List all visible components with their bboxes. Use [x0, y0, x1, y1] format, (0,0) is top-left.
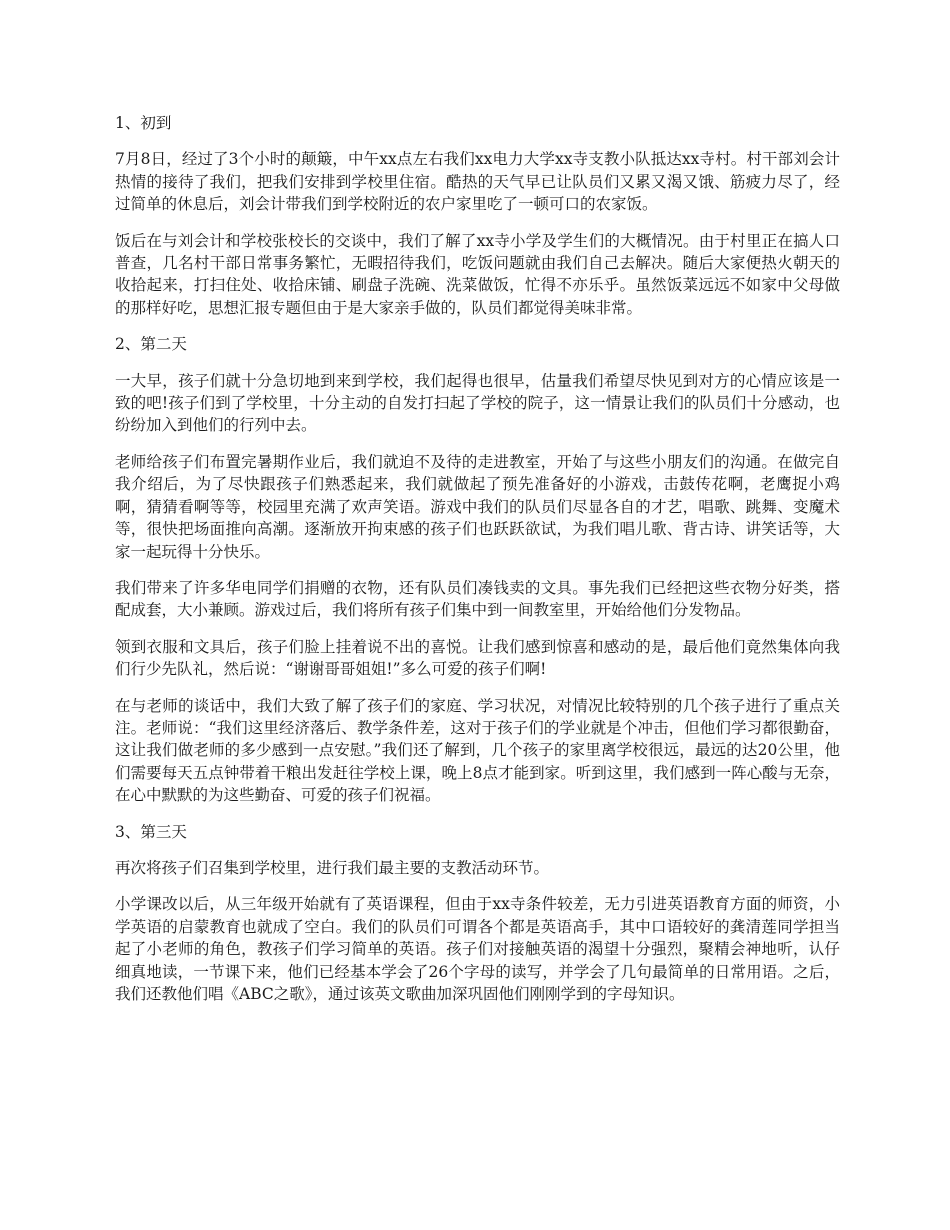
paragraph: 我们带来了许多华电同学们捐赠的衣物，还有队员们凑钱卖的文具。事先我们已经把这些衣物分好类，搭配成套，大小兼顾。游戏过后，我们将所有孩子们集中到一间教室里，开始给他们分发物品。 [115, 578, 840, 620]
paragraph: 在与老师的谈话中，我们大致了解了孩子们的家庭、学习状况，对情况比较特别的几个孩子进行了重点关注。老师说：“我们这里经济落后、教学条件差，这对于孩子们的学业就是个冲击，但他们学习都很勤奋，这让我们做老师的多少感到一点安慰。”我们还了解到，几个孩子的家里离学校很远，最远的达20公里，他们需要每天五点钟带着干粮出发赶往学校上课，晚上8点才能到家。听到这里，我们感到一阵心酸与无奈，在心中默默的为这些勤奋、可爱的孩子们祝福。 [115, 696, 840, 805]
paragraph: 领到衣服和文具后，孩子们脸上挂着说不出的喜悦。让我们感到惊喜和感动的是，最后他们竟然集体向我们行少先队礼，然后说：“谢谢哥哥姐姐!”多么可爱的孩子们啊! [115, 637, 840, 679]
document-body [115, 112, 840, 1019]
paragraph: 老师给孩子们布置完暑期作业后，我们就迫不及待的走进教室，开始了与这些小朋友们的沟通。在做完自我介绍后，为了尽快跟孩子们熟悉起来，我们就做起了预先准备好的小游戏，击鼓传花啊，老鹰捉小鸡啊，猜猜看啊等等，校园里充满了欢声笑语。游戏中我们的队员们尽显各自的才艺，唱歌、跳舞、变魔术等，很快把场面推向高潮。逐渐放开拘束感的孩子们也跃跃欲试，为我们唱儿歌、背古诗、讲笑话等，大家一起玩得十分快乐。 [115, 452, 840, 561]
section-heading: 2、第二天 [115, 335, 187, 354]
paragraph: 小学课改以后，从三年级开始就有了英语课程，但由于xx寺条件较差，无力引进英语教育方面的师资，小学英语的启蒙教育也就成了空白。我们的队员们可谓各个都是英语高手，其中口语较好的龚清莲同学担当起了小老师的角色，教孩子们学习简单的英语。孩子们对接触英语的渴望十分强烈，聚精会神地听，认仔细真地读，一节课下来，他们已经基本学会了26个字母的读写，并学会了几句最简单的日常用语。之后，我们还教他们唱《ABC之歌》，通过该英文歌曲加深巩固他们刚刚学到的字母知识。 [115, 895, 840, 1003]
section-heading: 3、第三天 [115, 822, 187, 841]
section-heading: 1、初到 [115, 114, 172, 132]
paragraph: 再次将孩子们召集到学校里，进行我们最主要的支教活动环节。 [115, 858, 550, 877]
paragraph: 饭后在与刘会计和学校张校长的交谈中，我们了解了xx寺小学及学生们的大概情况。由于村里正在搞人口普查，几名村干部日常事务繁忙，无暇招待我们，吃饭问题就由我们自己去解决。随后大家便热火朝天的收拾起来，打扫住处、收拾床铺、刷盘子洗碗、洗菜做饭，忙得不亦乐乎。虽然饭菜远远不如家中父母做的那样好吃，思想汇报专题但由于是大家亲手做的，队员们都觉得美味非常。 [115, 231, 840, 317]
paragraph: 一大早，孩子们就十分急切地到来到学校，我们起得也很早，估量我们希望尽快见到对方的心情应该是一致的吧!孩子们到了学校里，十分主动的自发打扫起了学校的院子，这一情景让我们的队员们十分感动，也纷纷加入到他们的行列中去。 [115, 371, 840, 435]
paragraph: 7月8日，经过了3个小时的颠簸，中午xx点左右我们xx电力大学xx寺支教小队抵达xx寺村。村干部刘会计热情的接待了我们，把我们安排到学校里住宿。酷热的天气早已让队员们又累又渴又饿、筋疲力尽了，经过简单的休息后，刘会计带我们到学校附近的农户家里吃了一顿可口的农家饭。 [115, 150, 840, 214]
